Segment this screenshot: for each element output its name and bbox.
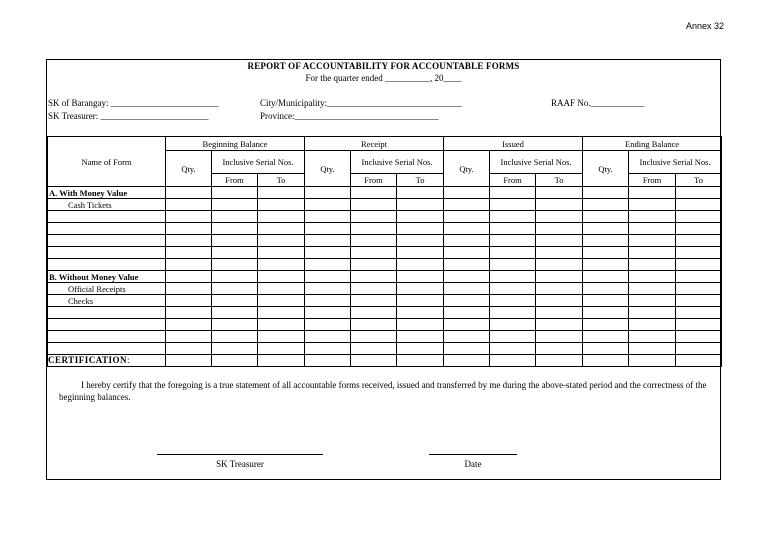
entry-cell[interactable] xyxy=(490,223,536,235)
treasurer-field[interactable]: SK Treasurer: ________________________ xyxy=(48,111,209,121)
entry-cell[interactable] xyxy=(166,259,212,271)
province-field[interactable]: Province:________________________________ xyxy=(260,111,439,121)
date-signature-label: Date xyxy=(464,459,482,469)
entry-cell[interactable] xyxy=(536,331,583,343)
section-heading: A. With Money Value xyxy=(48,187,166,199)
entry-cell[interactable] xyxy=(676,319,722,331)
to-header: To xyxy=(536,174,583,187)
entry-cell[interactable] xyxy=(351,259,397,271)
item-row xyxy=(48,283,722,295)
entry-cell[interactable] xyxy=(583,223,629,235)
entry-cell[interactable] xyxy=(212,295,258,307)
item-row xyxy=(48,199,722,211)
entry-cell[interactable] xyxy=(536,211,583,223)
entry-cell[interactable] xyxy=(444,199,490,211)
entry-cell[interactable] xyxy=(444,187,490,199)
entry-cell[interactable] xyxy=(212,319,258,331)
blank-row xyxy=(48,223,722,235)
entry-cell[interactable] xyxy=(676,271,722,283)
certification-colon: : xyxy=(127,355,131,365)
entry-cell[interactable] xyxy=(212,283,258,295)
entry-cell[interactable] xyxy=(258,199,305,211)
entry-cell[interactable] xyxy=(397,199,444,211)
issued-header: Issued xyxy=(444,137,583,151)
blank-row xyxy=(48,235,722,247)
name-of-form-header: Name of Form xyxy=(48,137,166,187)
entry-cell[interactable] xyxy=(536,307,583,319)
entry-cell[interactable] xyxy=(397,211,444,223)
entry-cell[interactable] xyxy=(258,307,305,319)
entry-cell[interactable] xyxy=(351,295,397,307)
city-field[interactable]: City/Municipality:______________________________ xyxy=(260,98,462,108)
entry-cell[interactable] xyxy=(583,331,629,343)
entry-cell[interactable] xyxy=(351,223,397,235)
entry-cell[interactable] xyxy=(351,331,397,343)
entry-cell[interactable] xyxy=(212,199,258,211)
entry-cell[interactable] xyxy=(676,331,722,343)
entry-cell[interactable] xyxy=(305,235,351,247)
entry-cell[interactable] xyxy=(583,271,629,283)
serial-header: Inclusive Serial Nos. xyxy=(212,151,305,174)
entry-cell[interactable] xyxy=(397,343,444,355)
entry-cell[interactable] xyxy=(351,247,397,259)
entry-cell[interactable] xyxy=(258,259,305,271)
entry-cell[interactable] xyxy=(490,355,536,367)
entry-cell[interactable] xyxy=(583,307,629,319)
entry-cell[interactable] xyxy=(676,355,722,367)
entry-cell[interactable] xyxy=(444,319,490,331)
entry-cell[interactable] xyxy=(258,283,305,295)
blank-row xyxy=(48,355,722,367)
entry-cell[interactable] xyxy=(536,247,583,259)
entry-cell[interactable] xyxy=(444,295,490,307)
entry-cell[interactable] xyxy=(258,211,305,223)
entry-cell[interactable] xyxy=(212,223,258,235)
entry-cell[interactable] xyxy=(258,331,305,343)
entry-cell[interactable] xyxy=(536,295,583,307)
entry-cell[interactable] xyxy=(490,271,536,283)
form-name-cell-empty[interactable] xyxy=(48,259,166,271)
entry-cell[interactable] xyxy=(305,247,351,259)
entry-cell[interactable] xyxy=(583,355,629,367)
entry-cell[interactable] xyxy=(351,211,397,223)
date-line xyxy=(429,454,517,455)
entry-cell[interactable] xyxy=(305,283,351,295)
entry-cell[interactable] xyxy=(212,271,258,283)
entry-cell[interactable] xyxy=(490,319,536,331)
entry-cell[interactable] xyxy=(351,235,397,247)
entry-cell[interactable] xyxy=(212,343,258,355)
entry-cell[interactable] xyxy=(629,271,676,283)
entry-cell[interactable] xyxy=(536,283,583,295)
entry-cell[interactable] xyxy=(490,307,536,319)
entry-cell[interactable] xyxy=(444,271,490,283)
section-b-row xyxy=(48,271,722,283)
entry-cell[interactable] xyxy=(444,259,490,271)
entry-cell[interactable] xyxy=(166,223,212,235)
form-name-cell: Cash Tickets xyxy=(48,199,166,211)
entry-cell[interactable] xyxy=(444,283,490,295)
entry-cell[interactable] xyxy=(166,331,212,343)
blank-row xyxy=(48,247,722,259)
entry-cell[interactable] xyxy=(536,187,583,199)
form-name-cell: Checks xyxy=(48,295,166,307)
entry-cell[interactable] xyxy=(536,271,583,283)
entry-cell[interactable] xyxy=(212,355,258,367)
entry-cell[interactable] xyxy=(212,247,258,259)
form-name-cell-empty[interactable] xyxy=(48,319,166,331)
entry-cell[interactable] xyxy=(490,199,536,211)
entry-cell[interactable] xyxy=(258,271,305,283)
entry-cell[interactable] xyxy=(166,199,212,211)
blank-row xyxy=(48,343,722,355)
entry-cell[interactable] xyxy=(676,223,722,235)
accountability-table xyxy=(47,136,722,367)
entry-cell[interactable] xyxy=(166,247,212,259)
item-row xyxy=(48,295,722,307)
entry-cell[interactable] xyxy=(490,259,536,271)
entry-cell[interactable] xyxy=(629,199,676,211)
entry-cell[interactable] xyxy=(490,343,536,355)
entry-cell[interactable] xyxy=(629,295,676,307)
entry-cell[interactable] xyxy=(166,355,212,367)
entry-cell[interactable] xyxy=(166,295,212,307)
entry-cell[interactable] xyxy=(166,211,212,223)
entry-cell[interactable] xyxy=(583,295,629,307)
entry-cell[interactable] xyxy=(351,187,397,199)
form-name-cell-empty[interactable] xyxy=(48,307,166,319)
to-header: To xyxy=(258,174,305,187)
entry-cell[interactable] xyxy=(583,187,629,199)
entry-cell[interactable] xyxy=(676,247,722,259)
entry-cell[interactable] xyxy=(351,307,397,319)
qty-header: Qty. xyxy=(166,151,212,187)
entry-cell[interactable] xyxy=(536,235,583,247)
to-header: To xyxy=(397,174,444,187)
entry-cell[interactable] xyxy=(397,235,444,247)
entry-cell[interactable] xyxy=(258,319,305,331)
entry-cell[interactable] xyxy=(676,307,722,319)
qty-header: Qty. xyxy=(583,151,629,187)
entry-cell[interactable] xyxy=(305,199,351,211)
entry-cell[interactable] xyxy=(583,319,629,331)
qty-header: Qty. xyxy=(444,151,490,187)
raaf-field[interactable]: RAAF No.____________ xyxy=(551,98,645,108)
entry-cell[interactable] xyxy=(536,355,583,367)
entry-cell[interactable] xyxy=(166,307,212,319)
entry-cell[interactable] xyxy=(490,331,536,343)
entry-cell[interactable] xyxy=(629,223,676,235)
entry-cell[interactable] xyxy=(629,331,676,343)
from-header: From xyxy=(490,174,536,187)
entry-cell[interactable] xyxy=(212,187,258,199)
section-a-row xyxy=(48,187,722,199)
entry-cell[interactable] xyxy=(490,247,536,259)
entry-cell[interactable] xyxy=(166,235,212,247)
entry-cell[interactable] xyxy=(583,199,629,211)
entry-cell[interactable] xyxy=(351,319,397,331)
section-heading: B. Without Money Value xyxy=(48,271,166,283)
entry-cell[interactable] xyxy=(305,307,351,319)
from-header: From xyxy=(212,174,258,187)
entry-cell[interactable] xyxy=(166,187,212,199)
entry-cell[interactable] xyxy=(583,247,629,259)
entry-cell[interactable] xyxy=(583,211,629,223)
entry-cell[interactable] xyxy=(444,331,490,343)
entry-cell[interactable] xyxy=(166,343,212,355)
entry-cell[interactable] xyxy=(166,271,212,283)
blank-row xyxy=(48,307,722,319)
certification-label xyxy=(48,355,130,365)
entry-cell[interactable] xyxy=(490,235,536,247)
entry-cell[interactable] xyxy=(676,211,722,223)
entry-cell[interactable] xyxy=(397,319,444,331)
form-name-cell-empty[interactable] xyxy=(48,235,166,247)
blank-row xyxy=(48,319,722,331)
entry-cell[interactable] xyxy=(305,295,351,307)
entry-cell[interactable] xyxy=(397,307,444,319)
entry-cell[interactable] xyxy=(629,211,676,223)
entry-cell[interactable] xyxy=(536,343,583,355)
entry-cell[interactable] xyxy=(258,343,305,355)
entry-cell[interactable] xyxy=(351,343,397,355)
treasurer-signature-label: SK Treasurer xyxy=(216,459,264,469)
entry-cell[interactable] xyxy=(490,187,536,199)
entry-cell[interactable] xyxy=(583,259,629,271)
from-header: From xyxy=(351,174,397,187)
form-title: REPORT OF ACCOUNTABILITY FOR ACCOUNTABLE FORMS xyxy=(247,61,520,71)
entry-cell[interactable] xyxy=(629,307,676,319)
entry-cell[interactable] xyxy=(444,343,490,355)
entry-cell[interactable] xyxy=(629,355,676,367)
entry-cell[interactable] xyxy=(397,187,444,199)
entry-cell[interactable] xyxy=(676,187,722,199)
entry-cell[interactable] xyxy=(305,271,351,283)
blank-row xyxy=(48,211,722,223)
entry-cell[interactable] xyxy=(397,355,444,367)
entry-cell[interactable] xyxy=(258,187,305,199)
serial-header: Inclusive Serial Nos. xyxy=(490,151,583,174)
entry-cell[interactable] xyxy=(397,259,444,271)
table-body xyxy=(48,187,722,367)
header-row-groups xyxy=(48,137,722,151)
entry-cell[interactable] xyxy=(397,295,444,307)
entry-cell[interactable] xyxy=(676,199,722,211)
entry-cell[interactable] xyxy=(676,235,722,247)
entry-cell[interactable] xyxy=(676,259,722,271)
entry-cell[interactable] xyxy=(305,211,351,223)
entry-cell[interactable] xyxy=(212,235,258,247)
entry-cell[interactable] xyxy=(490,295,536,307)
serial-header: Inclusive Serial Nos. xyxy=(629,151,722,174)
entry-cell[interactable] xyxy=(629,283,676,295)
to-header: To xyxy=(676,174,722,187)
entry-cell[interactable] xyxy=(212,211,258,223)
entry-cell[interactable] xyxy=(351,283,397,295)
barangay-field[interactable]: SK of Barangay: ________________________ xyxy=(48,98,219,108)
entry-cell[interactable] xyxy=(629,319,676,331)
entry-cell[interactable] xyxy=(536,259,583,271)
entry-cell[interactable] xyxy=(212,331,258,343)
form-name-cell: Official Receipts xyxy=(48,283,166,295)
receipt-header: Receipt xyxy=(305,137,444,151)
blank-row xyxy=(48,259,722,271)
entry-cell[interactable] xyxy=(305,223,351,235)
entry-cell[interactable] xyxy=(258,295,305,307)
entry-cell[interactable] xyxy=(676,283,722,295)
form-subtitle: For the quarter ended __________, 20____ xyxy=(305,73,462,83)
entry-cell[interactable] xyxy=(351,355,397,367)
entry-cell[interactable] xyxy=(583,235,629,247)
entry-cell[interactable] xyxy=(629,187,676,199)
entry-cell[interactable] xyxy=(212,307,258,319)
entry-cell[interactable] xyxy=(351,199,397,211)
ending-balance-header: Ending Balance xyxy=(583,137,722,151)
entry-cell[interactable] xyxy=(305,187,351,199)
entry-cell[interactable] xyxy=(444,307,490,319)
entry-cell[interactable] xyxy=(629,259,676,271)
entry-cell[interactable] xyxy=(583,283,629,295)
entry-cell[interactable] xyxy=(629,343,676,355)
entry-cell[interactable] xyxy=(397,283,444,295)
entry-cell[interactable] xyxy=(583,343,629,355)
entry-cell[interactable] xyxy=(258,223,305,235)
entry-cell[interactable] xyxy=(444,355,490,367)
qty-header: Qty. xyxy=(305,151,351,187)
entry-cell[interactable] xyxy=(397,331,444,343)
form-name-cell-empty[interactable] xyxy=(48,343,166,355)
blank-row xyxy=(48,331,722,343)
entry-cell[interactable] xyxy=(305,319,351,331)
report-form xyxy=(46,59,721,480)
entry-cell[interactable] xyxy=(166,319,212,331)
entry-cell[interactable] xyxy=(397,271,444,283)
entry-cell[interactable] xyxy=(397,247,444,259)
beginning-balance-header: Beginning Balance xyxy=(166,137,305,151)
entry-cell[interactable] xyxy=(536,223,583,235)
form-name-cell-empty[interactable] xyxy=(48,223,166,235)
certification-title: CERTIFICATION xyxy=(48,355,128,365)
certification-text: I hereby certify that the foregoing is a true statement of all accountable forms received, issued and transferred by me during the above-stated period and the correctness of the beginning balances. xyxy=(59,380,707,402)
serial-header: Inclusive Serial Nos. xyxy=(351,151,444,174)
entry-cell[interactable] xyxy=(676,295,722,307)
entry-cell[interactable] xyxy=(305,259,351,271)
entry-cell[interactable] xyxy=(536,319,583,331)
entry-cell[interactable] xyxy=(629,235,676,247)
entry-cell[interactable] xyxy=(258,247,305,259)
entry-cell[interactable] xyxy=(166,283,212,295)
entry-cell[interactable] xyxy=(444,211,490,223)
entry-cell[interactable] xyxy=(397,223,444,235)
entry-cell[interactable] xyxy=(351,271,397,283)
form-name-cell-empty[interactable] xyxy=(48,247,166,259)
entry-cell[interactable] xyxy=(676,343,722,355)
date-signature[interactable] xyxy=(429,454,517,469)
from-header: From xyxy=(629,174,676,187)
entry-cell[interactable] xyxy=(305,355,351,367)
entry-cell[interactable] xyxy=(490,211,536,223)
entry-cell[interactable] xyxy=(305,343,351,355)
entry-cell[interactable] xyxy=(258,355,305,367)
entry-cell[interactable] xyxy=(490,283,536,295)
entry-cell[interactable] xyxy=(536,199,583,211)
entry-cell[interactable] xyxy=(212,259,258,271)
form-name-cell-empty[interactable] xyxy=(48,211,166,223)
signature-line xyxy=(157,454,323,455)
treasurer-signature[interactable] xyxy=(157,454,323,469)
entry-cell[interactable] xyxy=(305,331,351,343)
form-name-cell-empty[interactable] xyxy=(48,331,166,343)
entry-cell[interactable] xyxy=(444,235,490,247)
entry-cell[interactable] xyxy=(444,247,490,259)
entry-cell[interactable] xyxy=(258,235,305,247)
entry-cell[interactable] xyxy=(444,223,490,235)
annex-label: Annex 32 xyxy=(686,21,725,31)
entry-cell[interactable] xyxy=(629,247,676,259)
